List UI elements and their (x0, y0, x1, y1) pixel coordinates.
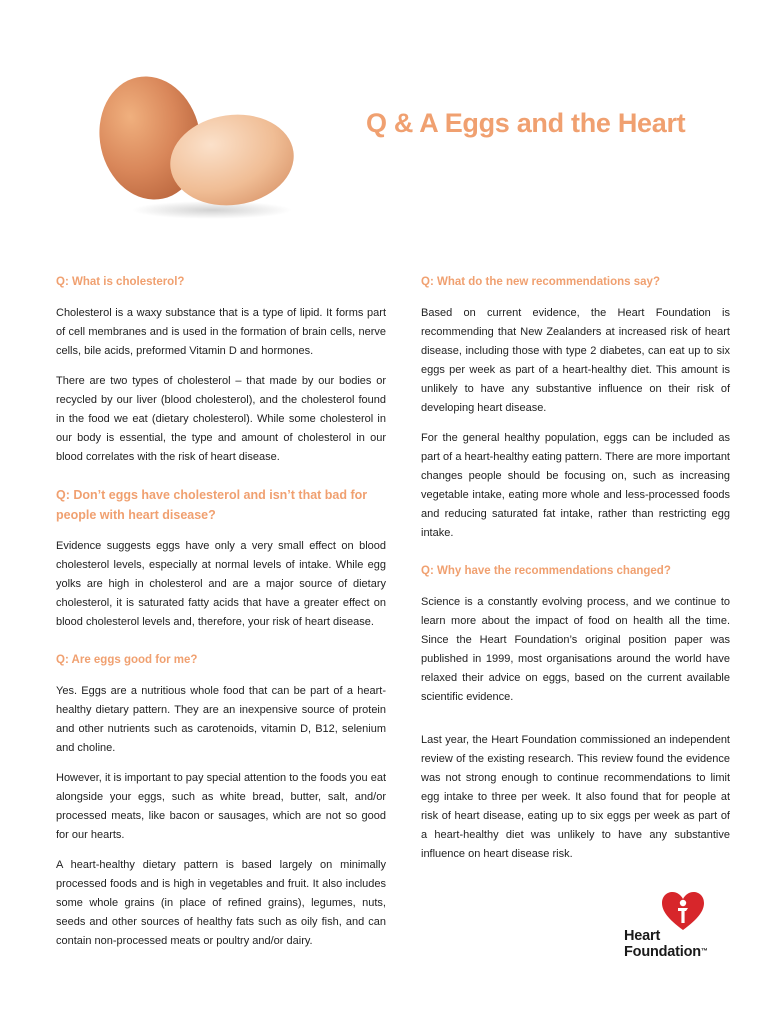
paragraph: For the general healthy population, eggs can be included as part of a heart-healthy eating pattern. There are more important changes people should be focusing on, such as increasing vegetable intake, eating more whole and less-processed foods and reducing saturated fat intake, rather than restricting egg intake. (421, 432, 730, 539)
heart-logo-icon (662, 892, 704, 932)
paragraph: A heart-healthy dietary pattern is based largely on minimally processed foods and is high in vegetables and fruit. It also includes some whole grains (in place of refined grains), legumes, nuts, seeds and other sources of healthy fats such as oily fish, and can contain non-processed meats or poultry and/or dairy. (56, 859, 386, 947)
question-eggs-cholesterol: Q: Don’t eggs have cholesterol and isn’t that bad for people with heart disease? (56, 488, 368, 522)
paragraph: Science is a constantly evolving process, and we continue to learn more about the impact of food on health all the time. Since the Heart Foundation’s original position paper was published in 1999, most organisations around the world have relaxed their advice on eggs, based on the current available scientific evidence. (421, 596, 730, 703)
question-cholesterol: Q: What is cholesterol? (56, 276, 185, 288)
paragraph: Last year, the Heart Foundation commissioned an independent review of the existing research. This review found the evidence was not strong enough to continue recommendations to limit egg intake to three per week. It also found that for people at risk of heart disease, eating up to six eggs per week as part of a heart-healthy diet was unlikely to have any substantive influence on heart disease risk. (421, 734, 730, 860)
page-title: Q & A Eggs and the Heart (366, 108, 686, 138)
paragraph: Cholesterol is a waxy substance that is a type of lipid. It forms part of cell membranes and is used in the formation of brain cells, nerve cells, bile acids, preformed Vitamin D and hormones. (56, 307, 386, 357)
paragraph: Based on current evidence, the Heart Foundation is recommending that New Zealanders at increased risk of heart disease, including those with type 2 diabetes, can eat up to six eggs per week as part of a heart-healthy diet. This amount is unlikely to have any substantive influence on their risk of developing heart disease. (421, 307, 730, 414)
paragraph: Yes. Eggs are a nutritious whole food that can be part of a heart-healthy dietary pattern. They are an inexpensive source of protein and other nutrients such as carotenoids, vitamin D, B12, selenium and choline. (56, 685, 386, 754)
logo-line-1: Heart (624, 928, 661, 944)
left-column (56, 272, 386, 962)
logo-line-2: Foundation™ (624, 944, 708, 960)
heart-foundation-logo (622, 892, 722, 962)
question-new-recommendations: Q: What do the new recommendations say? (421, 276, 660, 288)
logo-text (624, 928, 708, 960)
eggs-image (92, 70, 302, 220)
paragraph: Evidence suggests eggs have only a very small effect on blood cholesterol levels, especially at normal levels of intake. While egg yolks are high in cholesterol and are a major source of dietary cholesterol, it is saturated fatty acids that have a greater effect on blood cholesterol levels and, therefore, your risk of heart disease. (56, 540, 386, 628)
paragraph: However, it is important to pay special attention to the foods you eat alongside your eggs, such as white bread, butter, salt, and/or processed meats, like bacon or sausages, which are not so good for our hearts. (56, 772, 386, 841)
right-column (421, 272, 730, 875)
paragraph: There are two types of cholesterol – that made by our bodies or recycled by our liver (blood cholesterol), and the cholesterol found in the food we eat (dietary cholesterol). While some cholesterol in our body is essential, the type and amount of cholesterol in our blood correlates with the risk of heart disease. (56, 375, 386, 463)
question-eggs-good: Q: Are eggs good for me? (56, 654, 198, 666)
question-why-changed: Q: Why have the recommendations changed? (421, 565, 671, 577)
